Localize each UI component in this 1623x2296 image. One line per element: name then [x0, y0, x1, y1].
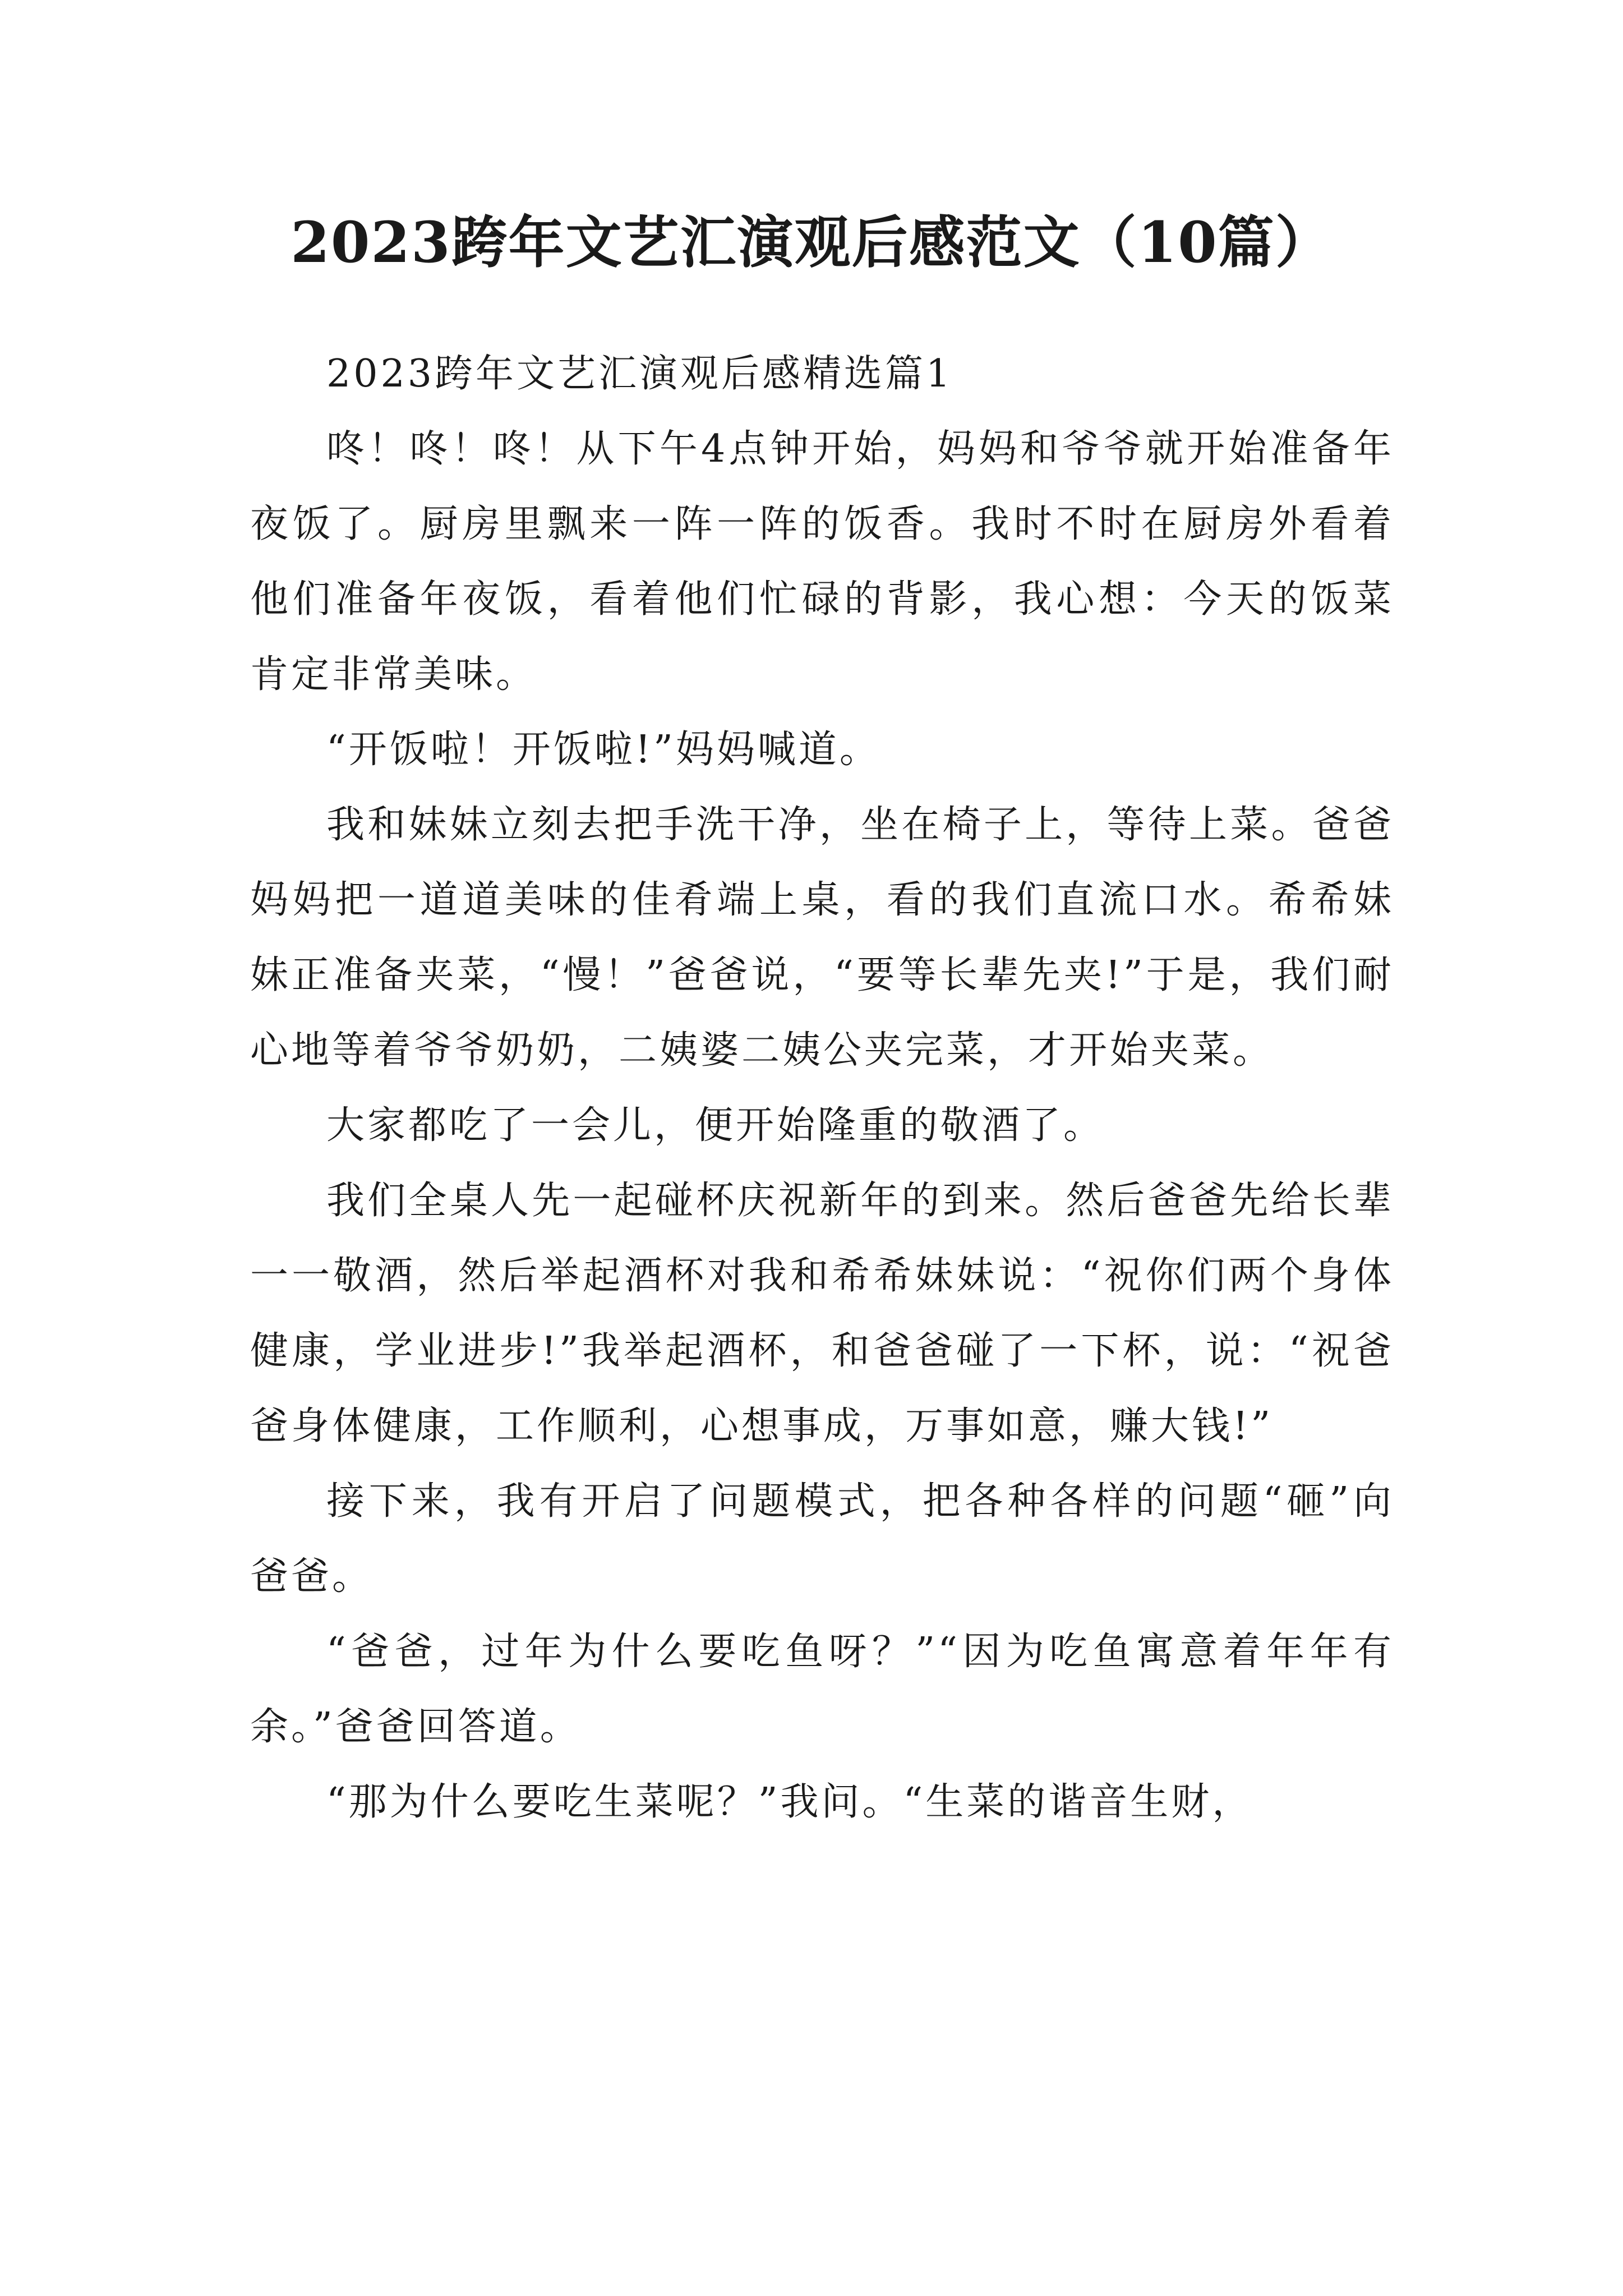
section-heading: 2023跨年文艺汇演观后感精选篇1 — [326, 352, 953, 396]
document-body — [250, 337, 1394, 1840]
document-title: 2023跨年文艺汇演观后感范文（10篇） — [291, 209, 1332, 275]
paragraph: 我们全桌人先一起碰杯庆祝新年的到来。然后爸爸先给长辈一一敬酒，然后举起酒杯对我和希希妹妹说：“祝你们两个身体健康，学业进步!”我举起酒杯，和爸爸碰了一下杯，说：“祝爸爸身体健康，工作顺利，心想事成，万事如意，赚大钱!” — [250, 1179, 1395, 1448]
paragraph: 我和妹妹立刻去把手洗干净，坐在椅子上，等待上菜。爸爸妈妈把一道道美味的佳肴端上桌，看的我们直流口水。希希妹妹正准备夹菜，“慢！”爸爸说，“要等长辈先夹!”于是，我们耐心地等着爷爷奶奶，二姨婆二姨公夹完菜，才开始夹菜。 — [250, 803, 1394, 1073]
paragraph: 接下来，我有开启了问题模式，把各种各样的问题“砸”向爸爸。 — [250, 1479, 1394, 1599]
paragraph: “那为什么要吃生菜呢？”我问。“生菜的谐音生财， — [326, 1780, 1253, 1824]
paragraph: “开饭啦！开饭啦!”妈妈喊道。 — [326, 728, 880, 772]
paragraph: 大家都吃了一会儿，便开始隆重的敬酒了。 — [326, 1103, 1105, 1148]
paragraph: 咚！咚！咚！从下午4点钟开始，妈妈和爷爷就开始准备年夜饭了。厨房里飘来一阵一阵的饭香。我时不时在厨房外看着他们准备年夜饭，看着他们忙碌的背影，我心想：今天的饭菜肯定非常美味。 — [250, 427, 1394, 697]
paragraph: “爸爸，过年为什么要吃鱼呀？”“因为吃鱼寓意着年年有余。”爸爸回答道。 — [250, 1630, 1394, 1749]
